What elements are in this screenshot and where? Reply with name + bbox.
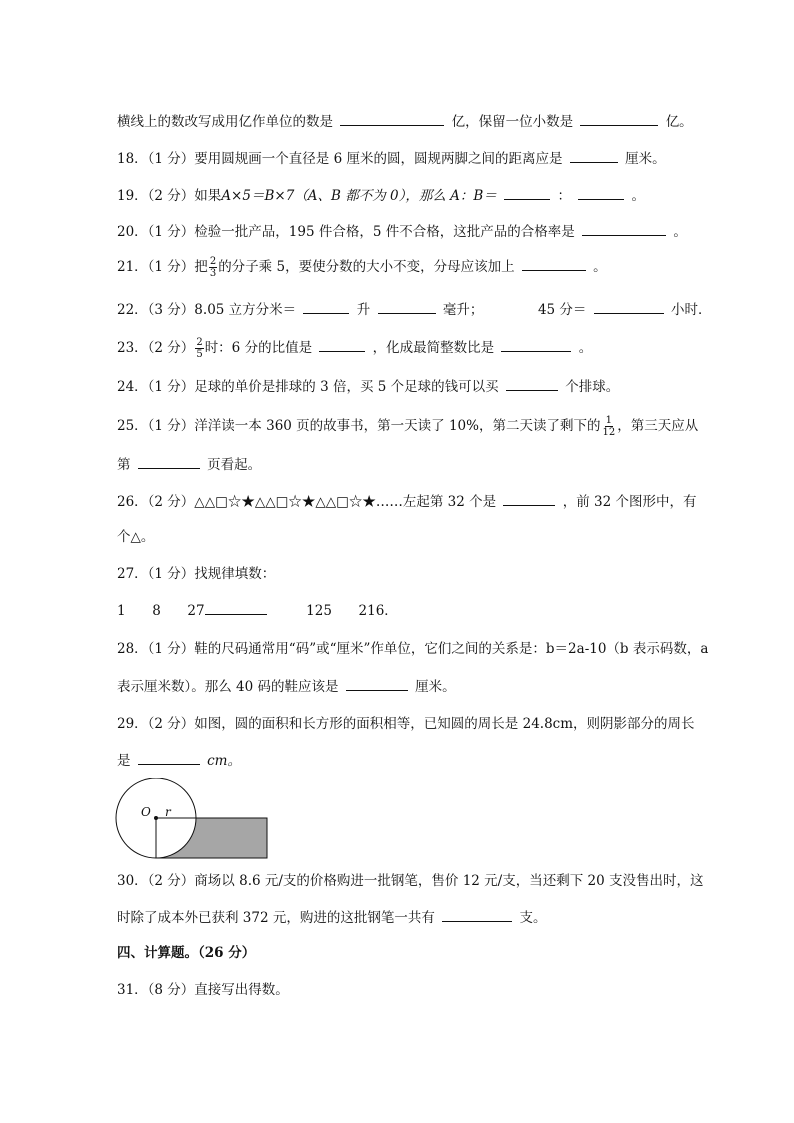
question-28-line-2 xyxy=(117,677,456,696)
q21-frac-num: 2 xyxy=(209,256,217,267)
q29-blank[interactable] xyxy=(138,751,200,765)
q18-text: 18．（1 分）要用圆规画一个直径是 6 厘米的圆，圆规两脚之间的距离应是 xyxy=(117,151,563,167)
q26-blank-1[interactable] xyxy=(503,492,555,506)
q21-blank[interactable] xyxy=(522,257,586,271)
q19-blank-2[interactable] xyxy=(578,186,624,200)
label-o: O xyxy=(141,805,151,819)
q19-equation: A×5＝B×7（A、B 都不为 0），那么 A：B＝ xyxy=(221,188,497,204)
q26-line2: 个△。 xyxy=(117,529,155,545)
q24-tail: 个排球。 xyxy=(565,379,620,395)
q27-seq-1: 1 xyxy=(117,603,126,619)
center-point xyxy=(154,816,158,820)
q18-blank[interactable] xyxy=(570,149,618,163)
q25-line2-tail: 页看起。 xyxy=(207,457,262,473)
q25-frac-den: 12 xyxy=(602,427,616,438)
q26-line1-mid: ，前 32 个图形中，有 xyxy=(562,494,697,510)
q21-frac-den: 3 xyxy=(209,268,217,279)
q27-seq-4: 125 xyxy=(306,603,332,619)
question-24 xyxy=(117,377,619,396)
q28-line2-tail: 厘米。 xyxy=(415,679,456,695)
question-20 xyxy=(117,222,687,241)
q20-tail: 。 xyxy=(673,224,687,240)
q22-blank-1[interactable] xyxy=(303,300,349,314)
q24-text: 24．（1 分）足球的单价是排球的 3 倍，买 5 个足球的钱可以买 xyxy=(117,379,499,395)
q17-blank-2[interactable] xyxy=(580,112,658,126)
q28-line1: 28．（1 分）鞋的尺码通常用“码”或“厘米”作单位，它们之间的关系是：b＝2a-10（b 表示码数，a xyxy=(117,641,709,657)
question-17-continuation xyxy=(117,112,693,131)
q17-text-a: 横线上的数改写成用亿作单位的数是 xyxy=(117,114,333,130)
q25-fraction xyxy=(601,415,616,438)
question-21 xyxy=(117,256,607,279)
q21-tail: 。 xyxy=(593,259,607,275)
q23-frac-den: 5 xyxy=(196,349,203,360)
q17-text-c: 亿。 xyxy=(665,114,693,130)
q25-blank[interactable] xyxy=(138,455,200,469)
q29-line2-tail: cm。 xyxy=(207,753,241,769)
q29-line1: 29．（2 分）如图，圆的面积和长方形的面积相等，已知圆的周长是 24.8cm，则阴影部分的周长 xyxy=(117,716,695,732)
q24-blank[interactable] xyxy=(506,377,558,391)
q21-fraction xyxy=(209,256,217,279)
q23-post: 时：6 分的比值是 xyxy=(204,340,313,356)
q19-num: 19．（2 分）如果 xyxy=(117,188,222,204)
q30-blank[interactable] xyxy=(442,908,512,922)
q27-seq-2: 8 xyxy=(152,603,161,619)
q23-blank-2[interactable] xyxy=(501,338,571,352)
label-r: r xyxy=(165,805,171,819)
question-29-line-2 xyxy=(117,751,241,770)
q25-line1-pre: 25．（1 分）洋洋读一本 360 页的故事书，第一天读了 10%，第二天读了剩下的 xyxy=(117,418,601,434)
q28-line2-pre: 表示厘米数）。那么 40 码的鞋应该是 xyxy=(117,679,339,695)
q20-text: 20．（1 分）检验一批产品，195 件合格，5 件不合格，这批产品的合格率是 xyxy=(117,224,575,240)
q30-line2-tail: 支。 xyxy=(519,910,547,926)
question-22 xyxy=(117,300,712,319)
q29-line2-pre: 是 xyxy=(117,753,131,769)
q31-text: 31．（8 分）直接写出得数。 xyxy=(117,982,289,998)
q21-pre: 21．（1 分）把 xyxy=(117,259,208,275)
q28-blank[interactable] xyxy=(346,677,408,691)
q27-seq-5: 216． xyxy=(358,603,398,619)
q23-pre: 23．（2 分） xyxy=(117,340,195,356)
q22-mid1: 升 xyxy=(356,302,371,318)
q22-blank-2[interactable] xyxy=(378,300,436,314)
q26-line1-pre: 26．（2 分）△△□☆★△△□☆★△△□☆★……左起第 32 个是 xyxy=(117,494,497,510)
q20-blank[interactable] xyxy=(582,222,666,236)
q22-mid2: 毫升； xyxy=(442,302,484,318)
q22-blank-3[interactable] xyxy=(594,300,664,314)
q19-tail: 。 xyxy=(631,188,646,204)
question-30-line-2 xyxy=(117,908,546,927)
question-18 xyxy=(117,149,666,168)
question-31 xyxy=(117,981,289,999)
section-4-title-text: 四、计算题。（26 分） xyxy=(117,945,256,961)
q17-blank-1[interactable] xyxy=(340,112,444,126)
question-25-line-2 xyxy=(117,455,261,474)
q23-mid: ，化成最简整数比是 xyxy=(372,340,495,356)
q23-fraction xyxy=(195,337,203,360)
question-27-sequence xyxy=(117,601,398,620)
q22-tail: 小时． xyxy=(671,302,712,318)
q19-blank-1[interactable] xyxy=(504,186,550,200)
q18-tail: 厘米。 xyxy=(625,151,666,167)
q22-pre: 22．（3 分）8.05 立方分米＝ xyxy=(117,302,297,318)
q27-text: 27．（1 分）找规律填数： xyxy=(117,566,276,582)
question-25-line-1 xyxy=(117,415,698,438)
q23-frac-num: 2 xyxy=(196,337,203,348)
q17-text-b: 亿，保留一位小数是 xyxy=(451,114,574,130)
question-26-line-1 xyxy=(117,492,697,511)
question-26-line-2 xyxy=(117,528,154,546)
question-28-line-1 xyxy=(117,640,708,658)
q30-line2-pre: 时除了成本外已获利 372 元，购进的这批钢笔一共有 xyxy=(117,910,435,926)
q25-frac-num: 1 xyxy=(605,415,613,426)
q19-colon: ： xyxy=(557,188,571,204)
q25-line1-post: ，第三天应从 xyxy=(617,418,699,434)
section-4-title xyxy=(117,944,255,962)
q27-seq-3: 27 xyxy=(187,603,205,619)
q23-tail: 。 xyxy=(578,340,593,356)
question-19 xyxy=(117,186,645,205)
q21-post: 的分子乘 5，要使分数的大小不变，分母应该加上 xyxy=(218,259,515,275)
q22-part2: 45 分＝ xyxy=(537,302,587,318)
q29-figure xyxy=(112,778,274,864)
q27-blank[interactable] xyxy=(205,601,267,615)
question-23 xyxy=(117,337,592,360)
q25-line2-pre: 第 xyxy=(117,457,131,473)
question-29-line-1 xyxy=(117,715,695,733)
q30-line1: 30．（2 分）商场以 8.6 元/支的价格购进一批钢笔，售价 12 元/支，当还剩下 20 支没售出时，这 xyxy=(117,873,704,889)
q23-blank-1[interactable] xyxy=(319,338,365,352)
question-30-line-1 xyxy=(117,872,703,890)
question-27 xyxy=(117,565,275,583)
